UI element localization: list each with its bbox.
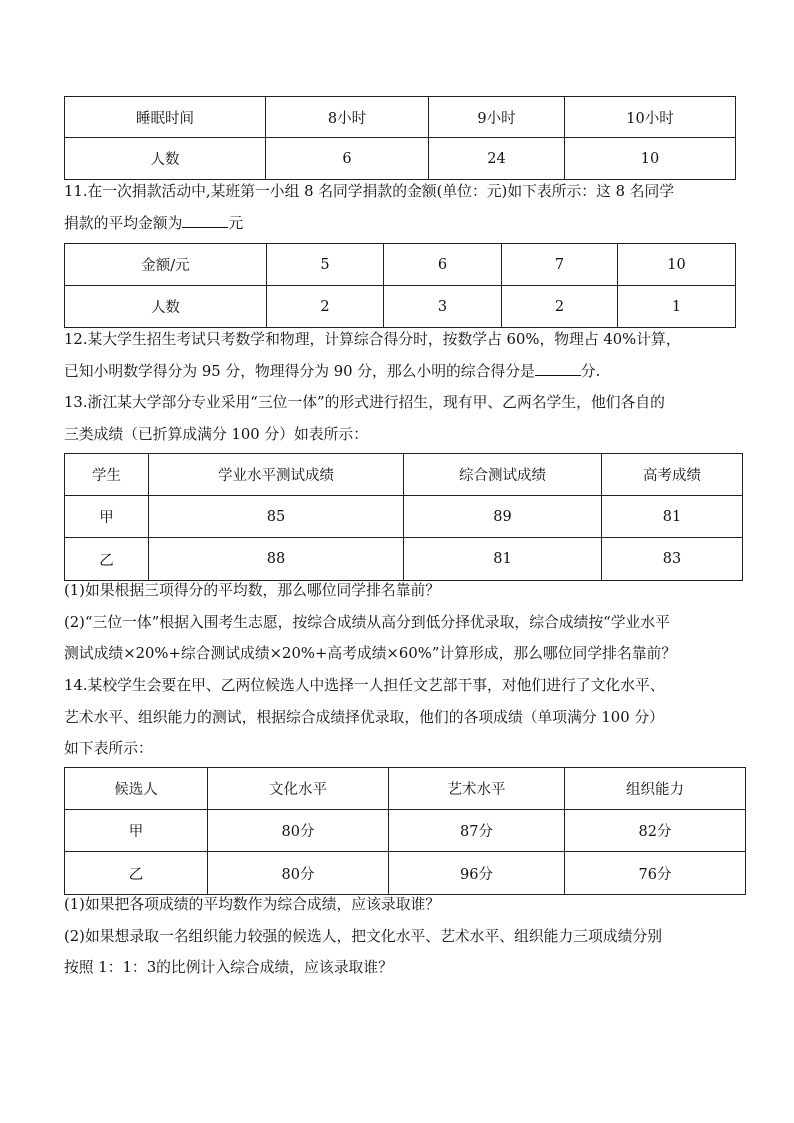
question-11 bbox=[64, 176, 744, 239]
table-cell: 5 bbox=[267, 244, 384, 286]
question-text: 已知小明数学得分为 95 分，物理得分为 90 分，那么小明的综合得分是 bbox=[64, 362, 535, 380]
question-13-subquestions bbox=[64, 575, 744, 670]
table-cell: 组织能力 bbox=[565, 768, 746, 810]
question-text: 捐款的平均金额为 bbox=[64, 214, 183, 232]
table-cell: 金额/元 bbox=[65, 244, 267, 286]
table-cell: 3 bbox=[384, 286, 502, 328]
table-cell: 10小时 bbox=[565, 97, 736, 138]
question-13 bbox=[64, 387, 744, 450]
table-cell: 96分 bbox=[389, 852, 565, 895]
table-cell: 81 bbox=[404, 538, 602, 581]
table-cell: 76分 bbox=[565, 852, 746, 895]
question-text: 13.浙江某大学部分专业采用“三位一体”的形式进行招生，现有甲、乙两名学生，他们各自的 bbox=[64, 394, 665, 411]
table-cell: 2 bbox=[502, 286, 618, 328]
answer-blank[interactable] bbox=[182, 213, 228, 228]
sleep-time-table bbox=[64, 96, 736, 180]
question-text: (1)如果根据三项得分的平均数，那么哪位同学排名靠前？ bbox=[64, 582, 441, 599]
table-header-row bbox=[65, 768, 746, 810]
table-cell: 学业水平测试成绩 bbox=[149, 454, 404, 496]
table-cell: 1 bbox=[618, 286, 736, 328]
question-text: 按照 1：1：3的比例计入综合成绩，应该录取谁？ bbox=[64, 959, 393, 976]
table-cell: 89 bbox=[404, 496, 602, 538]
table-cell: 24 bbox=[429, 138, 565, 180]
table-cell: 综合测试成绩 bbox=[404, 454, 602, 496]
table-cell: 甲 bbox=[65, 496, 149, 538]
question-text: 三类成绩（已折算成满分 100 分）如表所示： bbox=[64, 425, 368, 443]
table-cell: 83 bbox=[602, 538, 743, 581]
table-cell: 81 bbox=[602, 496, 743, 538]
candidates-table bbox=[64, 767, 746, 895]
table-header-row bbox=[65, 454, 743, 496]
question-text: 14.某校学生会要在甲、乙两位候选人中选择一人担任文艺部干事，对他们进行了文化水平、 bbox=[64, 677, 665, 694]
question-14 bbox=[64, 670, 744, 765]
table-cell: 87分 bbox=[389, 810, 565, 852]
table-cell: 88 bbox=[149, 538, 404, 581]
table-row bbox=[65, 138, 736, 180]
question-12 bbox=[64, 324, 744, 387]
question-text: 12.某大学生招生考试只考数学和物理，计算综合得分时，按数学占 60%，物理占 40%计算， bbox=[64, 331, 681, 348]
table-header-row bbox=[65, 244, 736, 286]
question-text: 元 bbox=[228, 214, 244, 232]
table-row bbox=[65, 496, 743, 538]
donation-table bbox=[64, 243, 736, 328]
table-header-row bbox=[65, 97, 736, 138]
table-cell: 高考成绩 bbox=[602, 454, 743, 496]
table-cell: 乙 bbox=[65, 538, 149, 581]
table-cell: 人数 bbox=[65, 138, 266, 180]
table-cell: 9小时 bbox=[429, 97, 565, 138]
table-cell: 学生 bbox=[65, 454, 149, 496]
table-cell: 6 bbox=[266, 138, 429, 180]
table-cell: 候选人 bbox=[65, 768, 208, 810]
question-text: (2)“三位一体”根据入围考生志愿，按综合成绩从高分到低分择优录取，综合成绩按“学业水平 bbox=[64, 613, 670, 631]
table-cell: 甲 bbox=[65, 810, 208, 852]
question-text: 艺术水平、组织能力的测试，根据综合成绩择优录取，他们的各项成绩（单项满分 100 分） bbox=[64, 708, 664, 726]
table-cell: 睡眠时间 bbox=[65, 97, 266, 138]
table-cell: 6 bbox=[384, 244, 502, 286]
question-text: 测试成绩×20%+综合测试成绩×20%+高考成绩×60%”计算形成，那么哪位同学排名靠前？ bbox=[64, 645, 677, 662]
table-cell: 人数 bbox=[65, 286, 267, 328]
table-cell: 80分 bbox=[208, 810, 389, 852]
table-cell: 10 bbox=[618, 244, 736, 286]
student-scores-table bbox=[64, 453, 743, 581]
question-text: (1)如果把各项成绩的平均数作为综合成绩，应该录取谁？ bbox=[64, 896, 441, 913]
question-text: 11.在一次捐款活动中,某班第一小组 8 名同学捐款的金额(单位：元)如下表所示：这 8 名同学 bbox=[64, 183, 675, 200]
table-cell: 80分 bbox=[208, 852, 389, 895]
table-cell: 7 bbox=[502, 244, 618, 286]
table-cell: 文化水平 bbox=[208, 768, 389, 810]
question-text-line bbox=[64, 208, 744, 240]
table-cell: 10 bbox=[565, 138, 736, 180]
table-cell: 乙 bbox=[65, 852, 208, 895]
question-text: 分. bbox=[580, 362, 601, 380]
table-cell: 2 bbox=[267, 286, 384, 328]
question-text: 如下表所示： bbox=[64, 740, 153, 757]
question-text: (2)如果想录取一名组织能力较强的候选人，把文化水平、艺术水平、组织能力三项成绩分别 bbox=[64, 927, 663, 945]
question-14-subquestions bbox=[64, 889, 744, 984]
table-cell: 85 bbox=[149, 496, 404, 538]
table-row bbox=[65, 286, 736, 328]
question-text-line bbox=[64, 356, 744, 388]
table-cell: 艺术水平 bbox=[389, 768, 565, 810]
table-cell: 8小时 bbox=[266, 97, 429, 138]
answer-blank[interactable] bbox=[535, 361, 581, 376]
table-cell: 82分 bbox=[565, 810, 746, 852]
table-row bbox=[65, 810, 746, 852]
